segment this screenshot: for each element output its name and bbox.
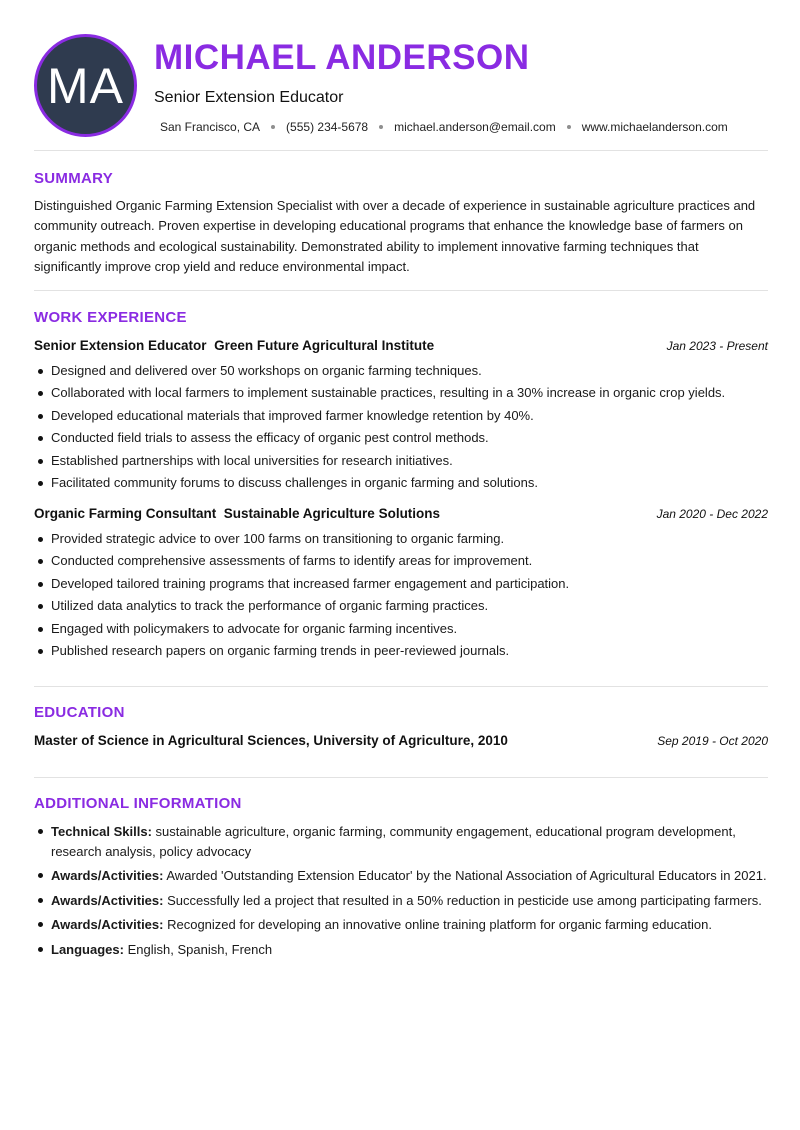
list-item xyxy=(34,915,768,935)
section-divider xyxy=(34,290,768,291)
list-item xyxy=(34,940,768,960)
job-dates: Jan 2020 - Dec 2022 xyxy=(656,507,768,521)
education-heading: EDUCATION xyxy=(34,704,125,721)
contact-location: San Francisco, CA xyxy=(160,120,261,134)
education-dates: Sep 2019 - Oct 2020 xyxy=(657,734,768,748)
info-text: English, Spanish, French xyxy=(127,941,273,957)
list-item: Conducted comprehensive assessments of farms to identify areas for improvement. xyxy=(34,550,768,572)
list-item: Designed and delivered over 50 workshops on organic farming techniques. xyxy=(34,360,768,382)
job-bullet-list xyxy=(34,360,768,494)
list-item: Developed tailored training programs that increased farmer engagement and participation. xyxy=(34,573,768,595)
section-divider xyxy=(34,777,768,778)
separator-dot xyxy=(567,125,571,129)
info-text: Awarded 'Outstanding Extension Educator' by the National Association of Agricultural Educators in 2021. xyxy=(166,868,767,883)
contact-info xyxy=(160,120,728,134)
list-item: Facilitated community forums to discuss challenges in organic farming and solutions. xyxy=(34,472,768,494)
job-header xyxy=(34,506,768,526)
education-degree: Master of Science in Agricultural Sciences, University of Agriculture, 2010 xyxy=(34,733,508,748)
list-item: Engaged with policymakers to advocate for organic farming incentives. xyxy=(34,618,768,640)
separator-dot xyxy=(379,125,383,129)
info-text: Recognized for developing an innovative online training platform for organic farming education. xyxy=(167,917,712,932)
job-dates: Jan 2023 - Present xyxy=(666,339,768,353)
list-item: Conducted field trials to assess the efficacy of organic pest control methods. xyxy=(34,427,768,449)
list-item: Collaborated with local farmers to implement sustainable practices, resulting in a 30% increase in organic crop yields. xyxy=(34,382,768,404)
list-item xyxy=(34,866,768,886)
list-item xyxy=(34,891,768,911)
summary-heading: SUMMARY xyxy=(34,170,114,187)
avatar: MA xyxy=(34,34,137,137)
list-item: Utilized data analytics to track the performance of organic farming practices. xyxy=(34,595,768,617)
contact-website[interactable]: www.michaelanderson.com xyxy=(581,120,728,134)
contact-phone: (555) 234-5678 xyxy=(286,120,369,134)
job-title-line xyxy=(34,338,434,353)
info-label: Technical Skills: xyxy=(51,824,152,839)
list-item xyxy=(34,822,768,861)
job-position: Organic Farming Consultant xyxy=(34,506,217,521)
info-label: Awards/Activities: xyxy=(51,917,164,932)
additional-info-heading: ADDITIONAL INFORMATION xyxy=(34,795,242,812)
separator-dot xyxy=(271,125,275,129)
list-item: Developed educational materials that improved farmer knowledge retention by 40%. xyxy=(34,405,768,427)
candidate-role: Senior Extension Educator xyxy=(154,89,344,106)
education-entry xyxy=(34,733,768,753)
job-title-line xyxy=(34,506,440,521)
info-label: Awards/Activities: xyxy=(51,892,164,908)
job-header xyxy=(34,338,768,358)
list-item: Provided strategic advice to over 100 farms on transitioning to organic farming. xyxy=(34,528,768,550)
contact-email[interactable]: michael.anderson@email.com xyxy=(394,120,556,134)
job-position: Senior Extension Educator xyxy=(34,338,207,353)
section-divider xyxy=(34,686,768,687)
info-label: Awards/Activities: xyxy=(51,868,164,883)
info-text: Successfully led a project that resulted in a 50% reduction in pesticide use among participating farmers. xyxy=(167,892,762,908)
info-text: sustainable agriculture, organic farming, community engagement, educational program development, research analysis, policy advocacy xyxy=(51,824,736,859)
job-bullet-list xyxy=(34,528,768,662)
list-item: Published research papers on organic farming trends in peer-reviewed journals. xyxy=(34,640,768,662)
section-divider xyxy=(34,150,768,151)
job-company: Green Future Agricultural Institute xyxy=(214,338,435,353)
resume-header xyxy=(34,34,768,138)
work-experience-heading: WORK EXPERIENCE xyxy=(34,309,187,326)
candidate-name: MICHAEL ANDERSON xyxy=(154,38,530,77)
list-item: Established partnerships with local universities for research initiatives. xyxy=(34,450,768,472)
additional-info-list xyxy=(34,822,768,964)
info-label: Languages: xyxy=(51,941,124,957)
summary-text: Distinguished Organic Farming Extension Specialist with over a decade of experience in sustainable agriculture practices and community outreach. Proven expertise in developing educational programs that enhance the knowledge base of farmers on organic methods and ecological sustainability. Demonstrated ability to implement innovative farming techniques that significantly improve crop yield and reduce environmental impact. xyxy=(34,198,756,275)
job-company: Sustainable Agriculture Solutions xyxy=(223,506,441,521)
